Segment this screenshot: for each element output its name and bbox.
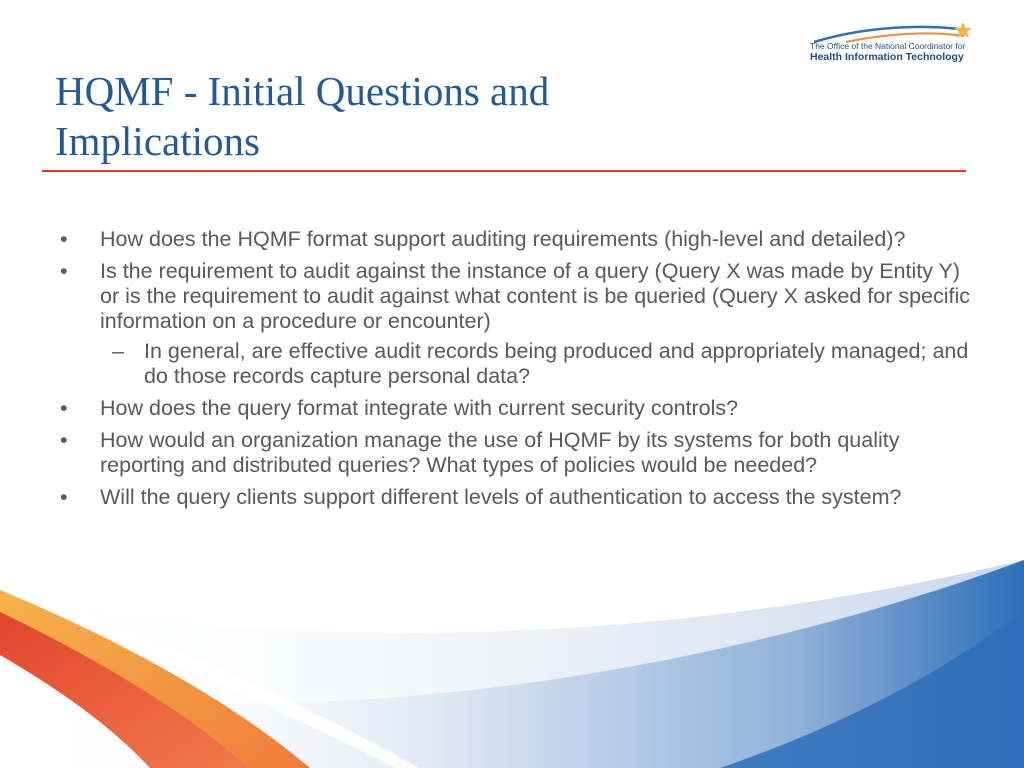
title-line2: Implications bbox=[55, 118, 260, 164]
bullet-dot: • bbox=[60, 485, 68, 509]
bullet-item bbox=[60, 485, 970, 510]
logo-text-line1: The Office of the National Coordinator for bbox=[810, 41, 966, 51]
bullet-text: How does the query format integrate with current security controls? bbox=[100, 396, 739, 420]
sub-bullet-text: In general, are effective audit records being produced and appropriately managed; and do those records capture personal data? bbox=[144, 339, 969, 388]
bullet-item bbox=[60, 428, 970, 478]
bullet-list bbox=[60, 227, 970, 517]
title-divider bbox=[42, 170, 966, 172]
bullet-dot: • bbox=[60, 259, 68, 283]
bullet-text: Is the requirement to audit against the instance of a query (Query X was made by Entity Y) or is the requirement to audit against what content is be queried (Query X asked for specific information on a procedure or encounter) bbox=[100, 259, 971, 333]
bullet-dot: • bbox=[60, 227, 68, 251]
bullet-dot: • bbox=[60, 396, 68, 420]
sub-bullet-dash: – bbox=[112, 339, 124, 363]
onc-logo bbox=[806, 20, 976, 68]
logo-text-line2: Health Information Technology bbox=[810, 51, 964, 63]
bullet-item bbox=[60, 227, 970, 252]
sub-bullet-list bbox=[96, 339, 970, 389]
bullet-text: Will the query clients support different levels of authentication to access the system? bbox=[100, 485, 902, 509]
slide-title bbox=[55, 66, 815, 166]
bullet-item bbox=[60, 259, 970, 389]
bullet-text: How would an organization manage the use of HQMF by its systems for both quality reporting and distributed queries? What types of policies would be needed? bbox=[100, 428, 900, 477]
sub-bullet-item bbox=[96, 339, 970, 389]
bullet-dot: • bbox=[60, 428, 68, 452]
bullet-item bbox=[60, 396, 970, 421]
title-line1: HQMF - Initial Questions and bbox=[55, 68, 550, 114]
bullet-text: How does the HQMF format support auditing requirements (high-level and detailed)? bbox=[100, 227, 906, 251]
